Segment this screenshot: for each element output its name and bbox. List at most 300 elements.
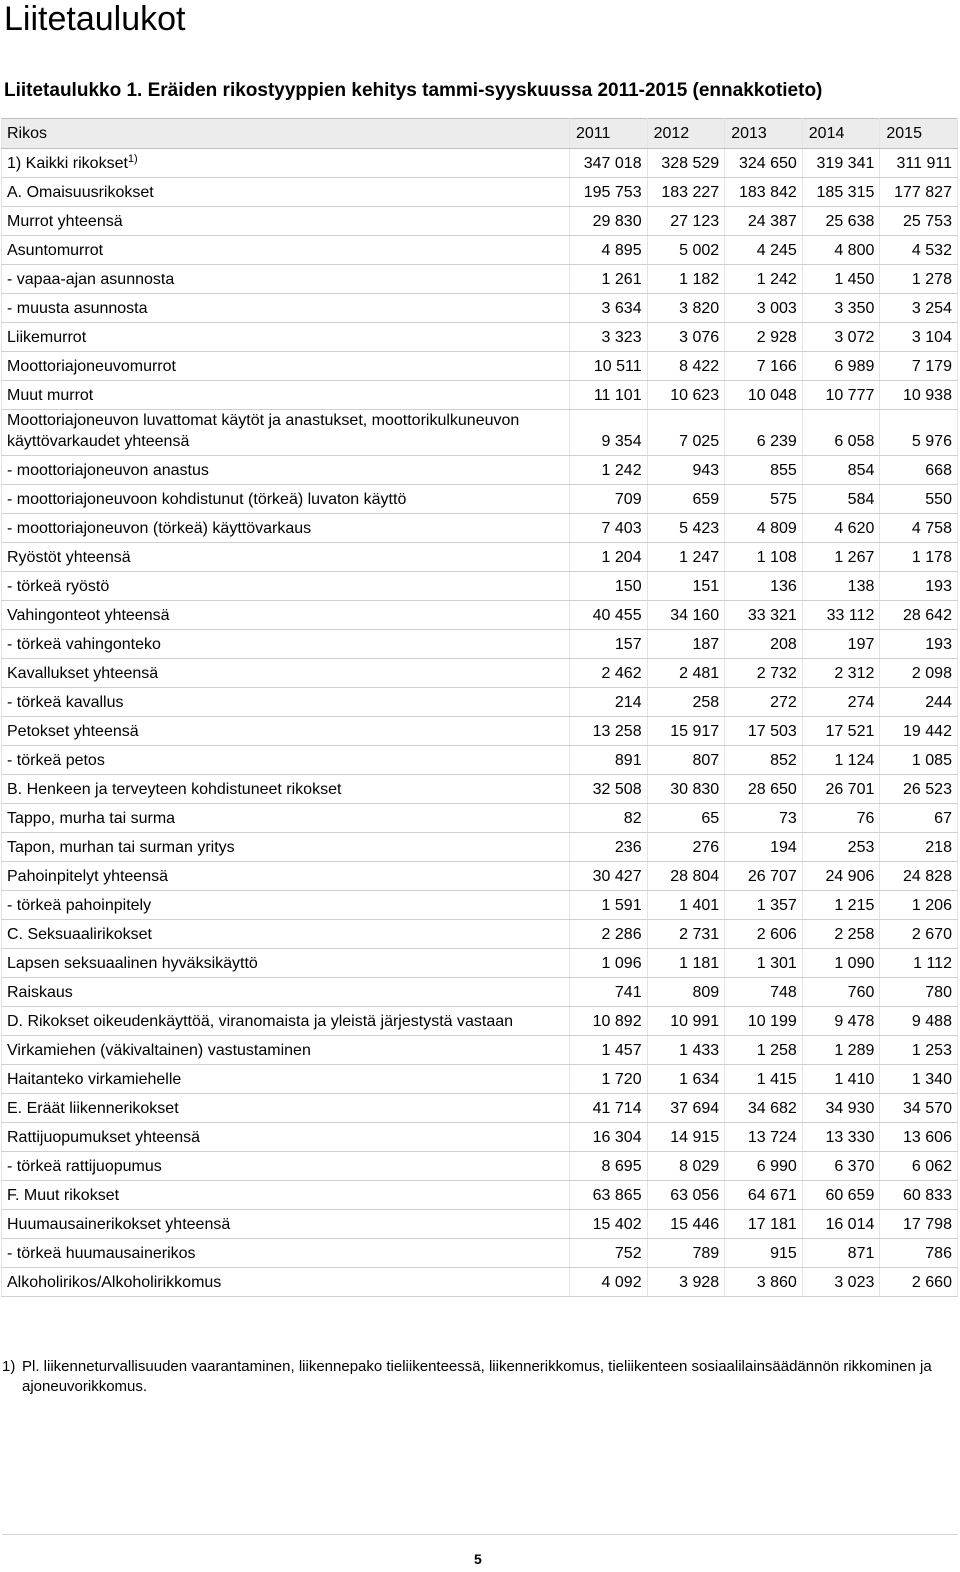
row-value: 3 820 bbox=[647, 294, 725, 323]
row-value: 1 357 bbox=[725, 891, 803, 920]
row-value: 943 bbox=[647, 456, 725, 485]
row-value: 2 606 bbox=[725, 920, 803, 949]
row-value: 10 777 bbox=[802, 381, 880, 410]
row-value: 668 bbox=[880, 456, 958, 485]
row-value: 41 714 bbox=[570, 1094, 648, 1123]
row-value: 13 330 bbox=[802, 1123, 880, 1152]
row-value: 195 753 bbox=[570, 178, 648, 207]
row-value: 183 227 bbox=[647, 178, 725, 207]
table-row bbox=[2, 1210, 958, 1239]
row-value: 10 892 bbox=[570, 1007, 648, 1036]
row-label bbox=[2, 456, 570, 485]
row-value: 67 bbox=[880, 804, 958, 833]
row-value: 2 670 bbox=[880, 920, 958, 949]
row-label bbox=[2, 920, 570, 949]
table-row bbox=[2, 149, 958, 178]
row-value: 4 620 bbox=[802, 514, 880, 543]
row-value: 1 433 bbox=[647, 1036, 725, 1065]
row-value: 709 bbox=[570, 485, 648, 514]
header-year: 2011 bbox=[570, 119, 648, 149]
row-label-text: Ryöstöt yhteensä bbox=[7, 549, 131, 566]
header-year: 2012 bbox=[647, 119, 725, 149]
table-row bbox=[2, 1123, 958, 1152]
row-value: 76 bbox=[802, 804, 880, 833]
row-value: 550 bbox=[880, 485, 958, 514]
row-label-text: Kavallukset yhteensä bbox=[7, 665, 159, 682]
row-label bbox=[2, 294, 570, 323]
row-value: 347 018 bbox=[570, 149, 648, 178]
row-value: 9 488 bbox=[880, 1007, 958, 1036]
table-row bbox=[2, 978, 958, 1007]
row-value: 25 638 bbox=[802, 207, 880, 236]
row-label-text: - moottoriajoneuvon anastus bbox=[7, 462, 209, 479]
row-label bbox=[2, 717, 570, 746]
row-value: 311 911 bbox=[880, 149, 958, 178]
row-value: 10 511 bbox=[570, 352, 648, 381]
page-footer-divider bbox=[2, 1534, 958, 1535]
row-label-text: Moottoriajoneuvomurrot bbox=[7, 358, 176, 375]
row-value: 1 242 bbox=[570, 456, 648, 485]
footnote-text: Pl. liikenneturvallisuuden vaarantaminen, liikennepako tieliikenteessä, liikennerikkomus, tieliikenteen sosiaalilainsäädännön rikkominen ja ajoneuvorikkomus. bbox=[22, 1358, 932, 1395]
row-label-text: Moottoriajoneuvon luvattomat käytöt ja anastukset, moottorikulkuneuvon käyttövarkaudet yhteensä bbox=[7, 412, 520, 450]
row-value: 1 591 bbox=[570, 891, 648, 920]
row-value: 1 261 bbox=[570, 265, 648, 294]
row-label-text: - törkeä kavallus bbox=[7, 694, 124, 711]
row-label bbox=[2, 1094, 570, 1123]
row-value: 40 455 bbox=[570, 601, 648, 630]
table-row bbox=[2, 717, 958, 746]
row-value: 1 415 bbox=[725, 1065, 803, 1094]
row-label bbox=[2, 891, 570, 920]
row-value: 891 bbox=[570, 746, 648, 775]
row-value: 194 bbox=[725, 833, 803, 862]
row-value: 855 bbox=[725, 456, 803, 485]
table-row bbox=[2, 514, 958, 543]
row-label-text: Huumausainerikokset yhteensä bbox=[7, 1216, 231, 1233]
row-value: 1 178 bbox=[880, 543, 958, 572]
row-value: 63 056 bbox=[647, 1181, 725, 1210]
row-label bbox=[2, 949, 570, 978]
row-label bbox=[2, 1123, 570, 1152]
row-value: 3 323 bbox=[570, 323, 648, 352]
row-label-text: Murrot yhteensä bbox=[7, 213, 123, 230]
row-value: 64 671 bbox=[725, 1181, 803, 1210]
row-value: 575 bbox=[725, 485, 803, 514]
row-value: 6 990 bbox=[725, 1152, 803, 1181]
footnote bbox=[2, 1357, 952, 1397]
row-value: 1 096 bbox=[570, 949, 648, 978]
row-value: 2 258 bbox=[802, 920, 880, 949]
row-label bbox=[2, 688, 570, 717]
row-label bbox=[2, 265, 570, 294]
row-label bbox=[2, 381, 570, 410]
table-row bbox=[2, 543, 958, 572]
table-row bbox=[2, 485, 958, 514]
row-value: 6 062 bbox=[880, 1152, 958, 1181]
table-row bbox=[2, 572, 958, 601]
row-value: 6 370 bbox=[802, 1152, 880, 1181]
row-value: 13 606 bbox=[880, 1123, 958, 1152]
row-label-text: A. Omaisuusrikokset bbox=[7, 184, 154, 201]
row-value: 1 267 bbox=[802, 543, 880, 572]
row-label bbox=[2, 659, 570, 688]
row-label bbox=[2, 178, 570, 207]
row-label-text: - törkeä ryöstö bbox=[7, 578, 110, 595]
row-value: 9 354 bbox=[570, 410, 648, 456]
row-value: 29 830 bbox=[570, 207, 648, 236]
row-value: 28 650 bbox=[725, 775, 803, 804]
table-body bbox=[2, 149, 958, 1297]
row-label-text: Petokset yhteensä bbox=[7, 723, 139, 740]
row-value: 218 bbox=[880, 833, 958, 862]
row-label bbox=[2, 775, 570, 804]
row-value: 4 245 bbox=[725, 236, 803, 265]
row-value: 2 098 bbox=[880, 659, 958, 688]
row-label bbox=[2, 207, 570, 236]
row-label-text: - törkeä rattijuopumus bbox=[7, 1158, 162, 1175]
table-row bbox=[2, 949, 958, 978]
row-value: 807 bbox=[647, 746, 725, 775]
row-value: 34 570 bbox=[880, 1094, 958, 1123]
row-value: 4 532 bbox=[880, 236, 958, 265]
row-value: 1 634 bbox=[647, 1065, 725, 1094]
table-row bbox=[2, 601, 958, 630]
crime-statistics-table bbox=[1, 118, 958, 1297]
row-value: 2 731 bbox=[647, 920, 725, 949]
row-value: 3 003 bbox=[725, 294, 803, 323]
row-value: 584 bbox=[802, 485, 880, 514]
header-row bbox=[2, 119, 958, 149]
table-row bbox=[2, 456, 958, 485]
row-label-text: Tappo, murha tai surma bbox=[7, 810, 176, 827]
row-label-text: F. Muut rikokset bbox=[7, 1187, 120, 1204]
row-value: 17 503 bbox=[725, 717, 803, 746]
table-row bbox=[2, 410, 958, 456]
row-label bbox=[2, 978, 570, 1007]
row-value: 786 bbox=[880, 1239, 958, 1268]
row-value: 33 112 bbox=[802, 601, 880, 630]
row-value: 809 bbox=[647, 978, 725, 1007]
row-label bbox=[2, 323, 570, 352]
row-value: 63 865 bbox=[570, 1181, 648, 1210]
row-label bbox=[2, 601, 570, 630]
row-label bbox=[2, 862, 570, 891]
row-value: 3 072 bbox=[802, 323, 880, 352]
row-value: 17 521 bbox=[802, 717, 880, 746]
row-value: 1 289 bbox=[802, 1036, 880, 1065]
page-number: 5 bbox=[474, 1551, 482, 1567]
row-value: 7 025 bbox=[647, 410, 725, 456]
row-value: 328 529 bbox=[647, 149, 725, 178]
page-title: Liitetaulukot bbox=[4, 0, 186, 38]
row-value: 871 bbox=[802, 1239, 880, 1268]
row-value: 319 341 bbox=[802, 149, 880, 178]
row-label bbox=[2, 1065, 570, 1094]
table-header bbox=[2, 119, 958, 149]
table-row bbox=[2, 746, 958, 775]
row-value: 1 247 bbox=[647, 543, 725, 572]
row-value: 34 160 bbox=[647, 601, 725, 630]
row-value: 28 804 bbox=[647, 862, 725, 891]
row-value: 1 340 bbox=[880, 1065, 958, 1094]
row-label-text: C. Seksuaalirikokset bbox=[7, 926, 152, 943]
row-value: 30 830 bbox=[647, 775, 725, 804]
row-value: 65 bbox=[647, 804, 725, 833]
table-row bbox=[2, 1036, 958, 1065]
row-label-text: Muut murrot bbox=[7, 387, 94, 404]
row-value: 2 660 bbox=[880, 1268, 958, 1297]
row-value: 1 182 bbox=[647, 265, 725, 294]
row-value: 4 800 bbox=[802, 236, 880, 265]
table-row bbox=[2, 265, 958, 294]
row-value: 4 809 bbox=[725, 514, 803, 543]
row-value: 177 827 bbox=[880, 178, 958, 207]
row-value: 16 304 bbox=[570, 1123, 648, 1152]
row-value: 28 642 bbox=[880, 601, 958, 630]
table-row bbox=[2, 381, 958, 410]
row-value: 60 833 bbox=[880, 1181, 958, 1210]
row-value: 276 bbox=[647, 833, 725, 862]
row-label-text: - törkeä pahoinpitely bbox=[7, 897, 152, 914]
row-value: 60 659 bbox=[802, 1181, 880, 1210]
row-label bbox=[2, 352, 570, 381]
row-value: 26 701 bbox=[802, 775, 880, 804]
row-label bbox=[2, 1181, 570, 1210]
row-label bbox=[2, 833, 570, 862]
table-row bbox=[2, 630, 958, 659]
table-row bbox=[2, 352, 958, 381]
row-value: 274 bbox=[802, 688, 880, 717]
table-row bbox=[2, 1181, 958, 1210]
row-value: 5 423 bbox=[647, 514, 725, 543]
row-value: 789 bbox=[647, 1239, 725, 1268]
row-label-text: Asuntomurrot bbox=[7, 242, 104, 259]
row-value: 15 446 bbox=[647, 1210, 725, 1239]
row-label-text: Vahingonteot yhteensä bbox=[7, 607, 170, 624]
row-value: 214 bbox=[570, 688, 648, 717]
row-label-text: Virkamiehen (väkivaltainen) vastustaminen bbox=[7, 1042, 311, 1059]
row-value: 10 623 bbox=[647, 381, 725, 410]
row-label bbox=[2, 1268, 570, 1297]
row-value: 3 023 bbox=[802, 1268, 880, 1297]
table-row bbox=[2, 920, 958, 949]
row-value: 6 058 bbox=[802, 410, 880, 456]
row-value: 2 312 bbox=[802, 659, 880, 688]
footnote-reference: 1) bbox=[127, 153, 138, 165]
table-title: Liitetaulukko 1. Eräiden rikostyyppien kehitys tammi-syyskuussa 2011-2015 (ennakkotieto) bbox=[4, 80, 823, 101]
table-row bbox=[2, 1007, 958, 1036]
row-value: 1 108 bbox=[725, 543, 803, 572]
row-label-text: - muusta asunnosta bbox=[7, 300, 148, 317]
table-row bbox=[2, 804, 958, 833]
row-value: 258 bbox=[647, 688, 725, 717]
table-row bbox=[2, 775, 958, 804]
row-value: 19 442 bbox=[880, 717, 958, 746]
row-value: 1 301 bbox=[725, 949, 803, 978]
row-label bbox=[2, 630, 570, 659]
row-value: 1 410 bbox=[802, 1065, 880, 1094]
row-value: 15 402 bbox=[570, 1210, 648, 1239]
row-label-text: Pahoinpitelyt yhteensä bbox=[7, 868, 168, 885]
row-value: 760 bbox=[802, 978, 880, 1007]
row-value: 2 286 bbox=[570, 920, 648, 949]
row-label-text: Lapsen seksuaalinen hyväksikäyttö bbox=[7, 955, 258, 972]
row-value: 854 bbox=[802, 456, 880, 485]
row-value: 2 928 bbox=[725, 323, 803, 352]
row-value: 10 991 bbox=[647, 1007, 725, 1036]
row-value: 17 798 bbox=[880, 1210, 958, 1239]
row-label bbox=[2, 543, 570, 572]
row-value: 1 181 bbox=[647, 949, 725, 978]
row-value: 7 403 bbox=[570, 514, 648, 543]
row-value: 2 732 bbox=[725, 659, 803, 688]
row-value: 1 204 bbox=[570, 543, 648, 572]
row-value: 82 bbox=[570, 804, 648, 833]
row-value: 16 014 bbox=[802, 1210, 880, 1239]
row-label bbox=[2, 572, 570, 601]
row-label-text: E. Eräät liikennerikokset bbox=[7, 1100, 179, 1117]
row-value: 3 860 bbox=[725, 1268, 803, 1297]
row-value: 13 724 bbox=[725, 1123, 803, 1152]
row-label-text: - moottoriajoneuvon (törkeä) käyttövarkaus bbox=[7, 520, 312, 537]
row-label-text: - törkeä petos bbox=[7, 752, 105, 769]
row-value: 187 bbox=[647, 630, 725, 659]
row-value: 748 bbox=[725, 978, 803, 1007]
row-value: 8 422 bbox=[647, 352, 725, 381]
row-value: 17 181 bbox=[725, 1210, 803, 1239]
row-value: 915 bbox=[725, 1239, 803, 1268]
row-value: 24 828 bbox=[880, 862, 958, 891]
row-value: 1 457 bbox=[570, 1036, 648, 1065]
table-row bbox=[2, 833, 958, 862]
row-value: 73 bbox=[725, 804, 803, 833]
row-label-text: Raiskaus bbox=[7, 984, 73, 1001]
row-value: 236 bbox=[570, 833, 648, 862]
row-label-text: Tapon, murhan tai surman yritys bbox=[7, 839, 235, 856]
row-value: 136 bbox=[725, 572, 803, 601]
row-value: 34 682 bbox=[725, 1094, 803, 1123]
row-label bbox=[2, 1036, 570, 1065]
row-value: 37 694 bbox=[647, 1094, 725, 1123]
table-row bbox=[2, 1065, 958, 1094]
row-value: 157 bbox=[570, 630, 648, 659]
table-row bbox=[2, 1239, 958, 1268]
row-value: 3 076 bbox=[647, 323, 725, 352]
row-value: 324 650 bbox=[725, 149, 803, 178]
header-year: 2014 bbox=[802, 119, 880, 149]
row-label-text: Liikemurrot bbox=[7, 329, 87, 346]
row-value: 1 258 bbox=[725, 1036, 803, 1065]
row-value: 780 bbox=[880, 978, 958, 1007]
row-value: 3 104 bbox=[880, 323, 958, 352]
row-value: 34 930 bbox=[802, 1094, 880, 1123]
row-label bbox=[2, 1210, 570, 1239]
row-value: 1 085 bbox=[880, 746, 958, 775]
row-label bbox=[2, 746, 570, 775]
row-label-text: Haitanteko virkamiehelle bbox=[7, 1071, 182, 1088]
row-value: 2 462 bbox=[570, 659, 648, 688]
row-value: 852 bbox=[725, 746, 803, 775]
row-value: 10 199 bbox=[725, 1007, 803, 1036]
row-label bbox=[2, 485, 570, 514]
row-value: 1 215 bbox=[802, 891, 880, 920]
row-value: 1 090 bbox=[802, 949, 880, 978]
row-label-text: - törkeä huumausainerikos bbox=[7, 1245, 196, 1262]
row-value: 15 917 bbox=[647, 717, 725, 746]
header-year: 2015 bbox=[880, 119, 958, 149]
row-label bbox=[2, 1239, 570, 1268]
row-value: 1 278 bbox=[880, 265, 958, 294]
row-label bbox=[2, 514, 570, 543]
row-value: 7 166 bbox=[725, 352, 803, 381]
row-value: 4 895 bbox=[570, 236, 648, 265]
row-value: 1 242 bbox=[725, 265, 803, 294]
row-value: 7 179 bbox=[880, 352, 958, 381]
row-value: 3 928 bbox=[647, 1268, 725, 1297]
row-label-text: - vapaa-ajan asunnosta bbox=[7, 271, 175, 288]
table-row bbox=[2, 891, 958, 920]
header-year: 2013 bbox=[725, 119, 803, 149]
row-value: 24 387 bbox=[725, 207, 803, 236]
row-label bbox=[2, 804, 570, 833]
row-label-text: - moottoriajoneuvoon kohdistunut (törkeä) luvaton käyttö bbox=[7, 491, 407, 508]
row-value: 10 048 bbox=[725, 381, 803, 410]
row-value: 10 938 bbox=[880, 381, 958, 410]
row-value: 6 989 bbox=[802, 352, 880, 381]
row-value: 185 315 bbox=[802, 178, 880, 207]
row-value: 8 695 bbox=[570, 1152, 648, 1181]
row-label-text: D. Rikokset oikeudenkäyttöä, viranomaista ja yleistä järjestystä vastaan bbox=[7, 1013, 514, 1030]
row-value: 26 707 bbox=[725, 862, 803, 891]
table-row bbox=[2, 1152, 958, 1181]
row-value: 1 450 bbox=[802, 265, 880, 294]
table-row bbox=[2, 236, 958, 265]
row-value: 5 976 bbox=[880, 410, 958, 456]
row-value: 2 481 bbox=[647, 659, 725, 688]
row-value: 3 350 bbox=[802, 294, 880, 323]
row-value: 32 508 bbox=[570, 775, 648, 804]
row-value: 8 029 bbox=[647, 1152, 725, 1181]
row-value: 659 bbox=[647, 485, 725, 514]
table-row bbox=[2, 294, 958, 323]
row-value: 24 906 bbox=[802, 862, 880, 891]
row-value: 3 254 bbox=[880, 294, 958, 323]
table-row bbox=[2, 659, 958, 688]
table-row bbox=[2, 862, 958, 891]
row-label bbox=[2, 236, 570, 265]
row-value: 193 bbox=[880, 572, 958, 601]
row-label bbox=[2, 1007, 570, 1036]
row-value: 752 bbox=[570, 1239, 648, 1268]
row-value: 253 bbox=[802, 833, 880, 862]
header-crime-label: Rikos bbox=[2, 119, 570, 149]
row-value: 1 253 bbox=[880, 1036, 958, 1065]
row-value: 1 720 bbox=[570, 1065, 648, 1094]
row-value: 193 bbox=[880, 630, 958, 659]
row-value: 272 bbox=[725, 688, 803, 717]
row-value: 1 206 bbox=[880, 891, 958, 920]
row-value: 13 258 bbox=[570, 717, 648, 746]
row-value: 3 634 bbox=[570, 294, 648, 323]
row-value: 741 bbox=[570, 978, 648, 1007]
table-row bbox=[2, 1094, 958, 1123]
row-label-text: - törkeä vahingonteko bbox=[7, 636, 161, 653]
row-label-text: B. Henkeen ja terveyteen kohdistuneet rikokset bbox=[7, 781, 342, 798]
row-value: 1 401 bbox=[647, 891, 725, 920]
row-label-text: Alkoholirikos/Alkoholirikkomus bbox=[7, 1274, 222, 1291]
row-value: 138 bbox=[802, 572, 880, 601]
row-value: 30 427 bbox=[570, 862, 648, 891]
